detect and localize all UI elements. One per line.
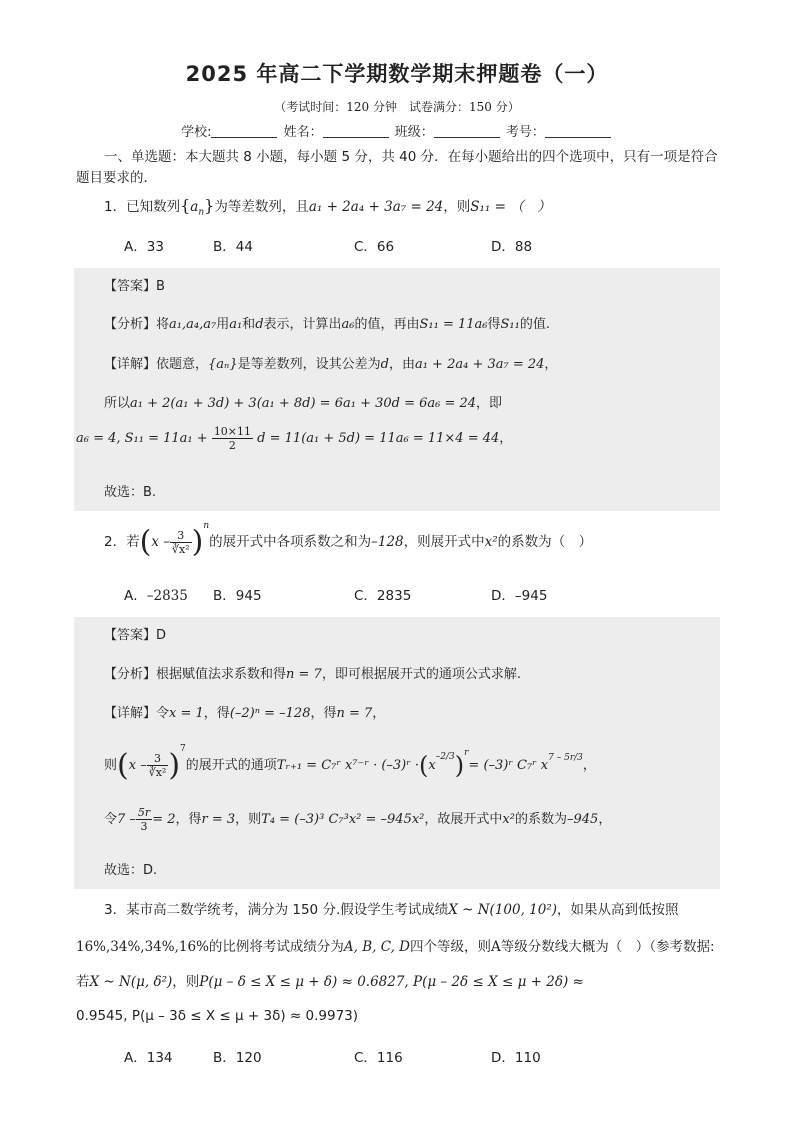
school-field[interactable] bbox=[211, 125, 277, 138]
q3-option-d[interactable]: D．110 bbox=[491, 1050, 541, 1066]
q1-conclusion: 故选：B. bbox=[104, 485, 157, 500]
question-3-line-4: 0.9545, P(μ – 3δ ≤ X ≤ μ + 3δ) ≈ 0.9973) bbox=[76, 1008, 359, 1024]
q3-option-b[interactable]: B．120 bbox=[213, 1050, 262, 1066]
q2-stem: 2．若 bbox=[104, 534, 140, 550]
question-1: 1．已知数列$\{a_n\}$为等差数列，且a₁ + 2a₄ + 3a₇ = 24，则S₁₁ = （ ） bbox=[104, 196, 551, 218]
q1-question: S₁₁ = （ ） bbox=[470, 199, 551, 215]
q1-analysis: 【分析】将a₁,a₄,a₇用a₁和d表示，计算出a₆的值，再由S₁₁ = 11a₆得S₁₁的值. bbox=[104, 317, 551, 332]
page-title: 2025 年高二下学期数学期末押题卷（一） bbox=[185, 62, 609, 86]
q2-option-a[interactable]: A．–2835 bbox=[124, 588, 188, 604]
exam-no-field[interactable] bbox=[545, 125, 611, 138]
q2-option-d[interactable]: D．–945 bbox=[491, 588, 548, 604]
section-heading: 一、单选题：本大题共 8 小题，每小题 5 分，共 40 分．在每小题给出的四个选项中，只有一项是符合题目要求的． bbox=[76, 149, 718, 186]
q1-stem: 1．已知数列 bbox=[104, 199, 181, 215]
q1-stem-tail: ，则 bbox=[443, 199, 471, 215]
q2-option-c[interactable]: C．2835 bbox=[354, 588, 412, 604]
question-2: 2．若(x – $\frac{3}{\text{∛x²}}$ )$^n$的展开式中各项系数之和为–128，则展开式中x²的系数为（ ） bbox=[104, 521, 593, 560]
q2-conclusion: 故选：D. bbox=[104, 863, 158, 878]
q2-detail-line-1: 【详解】令x = 1，得(–2)ⁿ = –128，得n = 7， bbox=[104, 706, 386, 721]
class-label: 班级： bbox=[394, 125, 434, 140]
q3-option-c[interactable]: C．116 bbox=[354, 1050, 403, 1066]
q1-stem-mid: 为等差数列，且 bbox=[214, 199, 309, 215]
q2-detail-line-3: 令7 – $\frac{5r}{3}$ = 2，得r = 3，则T₄ = (–3)³ C₇³x² = –945x²，故展开式中x²的系数为–945， bbox=[104, 806, 612, 833]
q1-option-c[interactable]: C．66 bbox=[354, 239, 395, 255]
student-fields bbox=[0, 121, 794, 140]
question-3-line-2: 16%,34%,34%,16%的比例将考试成绩分为A, B, C, D四个等级，则A等级分数线大概为（ ）（参考数据: bbox=[76, 939, 715, 955]
q2-analysis: 【分析】根据赋值法求系数和得n = 7，即可根据展开式的通项公式求解. bbox=[104, 667, 521, 682]
question-3-line-1: 3．某市高二数学统考，满分为 150 分.假设学生考试成绩X ~ N(100, 10²)，如果从高到低按照 bbox=[104, 902, 679, 918]
q1-equation: a₁ + 2a₄ + 3a₇ = 24 bbox=[308, 199, 444, 215]
q1-option-b[interactable]: B．44 bbox=[213, 239, 253, 255]
q1-answer: 【答案】B bbox=[104, 279, 165, 294]
q1-fraction: $\frac{10\times 11}{2}$ bbox=[213, 425, 252, 452]
school-label: 学校: bbox=[181, 125, 212, 140]
class-field[interactable] bbox=[434, 125, 500, 138]
exam-no-label: 考号： bbox=[505, 125, 545, 140]
q1-option-a[interactable]: A．33 bbox=[124, 239, 164, 255]
q2-answer: 【答案】D bbox=[104, 628, 167, 643]
q1-option-d[interactable]: D．88 bbox=[491, 239, 533, 255]
name-label: 姓名： bbox=[283, 125, 323, 140]
question-3-line-3: 若X ~ N(μ, δ²)，则P(μ – δ ≤ X ≤ μ + δ) ≈ 0.6827, P(μ – 2δ ≤ X ≤ μ + 2δ) ≈ bbox=[76, 974, 584, 990]
q2-option-b[interactable]: B．945 bbox=[213, 588, 262, 604]
exam-info: （考试时间：120 分钟 试卷满分：150 分） bbox=[274, 100, 520, 114]
q2-detail-line-2: 则(x – $\frac{3}{\text{∛x²}}$ )$^7$的展开式的通项Tᵣ₊₁ = C₇ʳ x⁷⁻ʳ · (–3)ʳ $\cdot(x^{-2/3})^r=$ (–3)ʳ C₇ʳ $x^{7 - 5r/3}$， bbox=[104, 744, 596, 783]
q3-option-a[interactable]: A．134 bbox=[124, 1050, 173, 1066]
q1-detail-line-2: 所以a₁ + 2(a₁ + 3d) + 3(a₁ + 8d) = 6a₁ + 30d = 6a₆ = 24，即 bbox=[104, 396, 503, 411]
q1-detail-line-1: 【详解】依题意，{aₙ}是等差数列，设其公差为d，由a₁ + 2a₄ + 3a₇ = 24， bbox=[104, 357, 558, 372]
q1-solution-box bbox=[74, 268, 720, 511]
name-field[interactable] bbox=[323, 125, 389, 138]
q1-detail-line-3: a₆ = 4, S₁₁ = 11a₁ + $\frac{10\times 11}{2}$ d = 11(a₁ + 5d) = 11a₆ = 11×4 = 44， bbox=[76, 425, 513, 452]
